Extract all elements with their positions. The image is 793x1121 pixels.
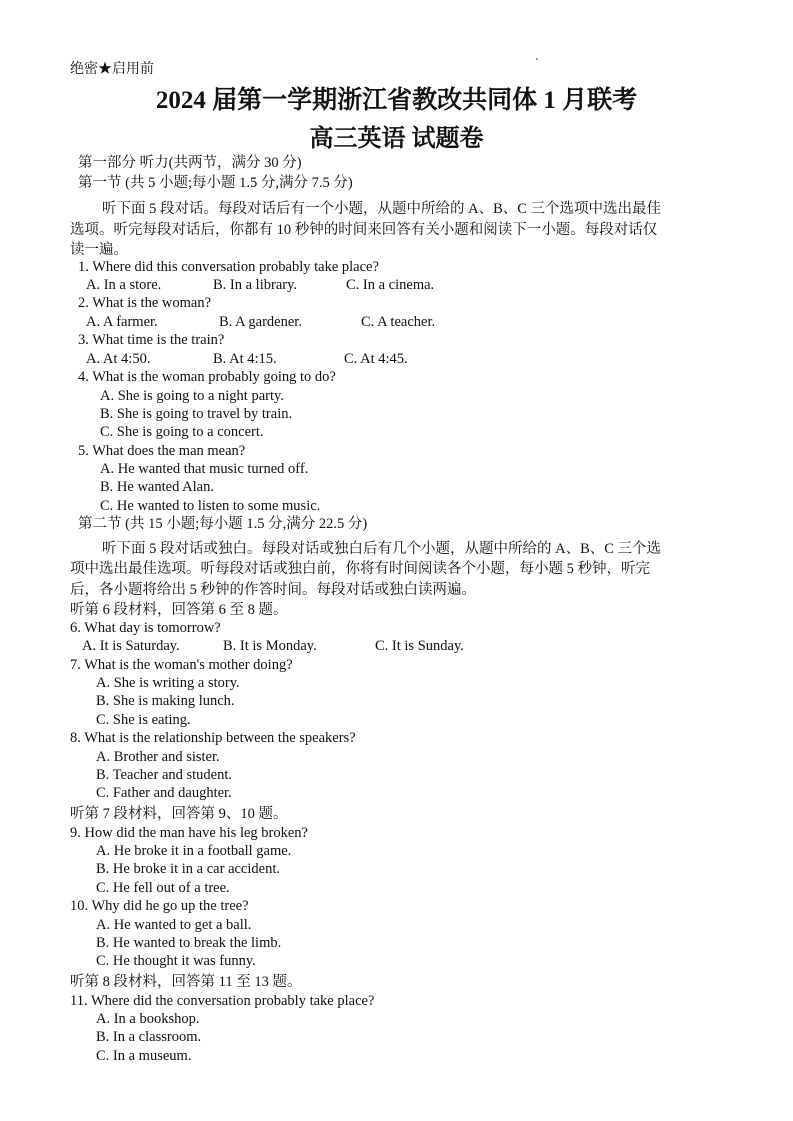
question-3-option-a: A. At 4:50.: [86, 351, 151, 367]
question-5-option-b: B. He wanted Alan.: [100, 479, 214, 495]
question-3-option-b: B. At 4:15.: [213, 351, 277, 367]
question-6-option-b: B. It is Monday.: [223, 638, 317, 654]
question-6-option-a: A. It is Saturday.: [82, 638, 180, 654]
question-8-option-c: C. Father and daughter.: [96, 785, 232, 801]
section2-instructions-line1: 听下面 5 段对话或独白。每段对话或独白后有几个小题，从题中所给的 A、B、C 三个选: [102, 541, 662, 557]
question-6-option-c: C. It is Sunday.: [375, 638, 464, 654]
question-4-option-b: B. She is going to travel by train.: [100, 406, 293, 422]
scan-speck: [536, 58, 538, 60]
question-6-stem: 6. What day is tomorrow?: [70, 620, 221, 636]
question-8-stem: 8. What is the relationship between the speakers?: [70, 730, 356, 746]
question-2-option-a: A. A farmer.: [86, 314, 158, 330]
section1-instructions-line1: 听下面 5 段对话。每段对话后有一个小题，从题中所给的 A、B、C 三个选项中选出最佳: [102, 201, 662, 217]
section1-instructions-line3: 读一遍。: [70, 242, 128, 258]
question-11-option-a: A. In a bookshop.: [96, 1011, 200, 1027]
question-7-option-c: C. She is eating.: [96, 712, 191, 728]
question-10-option-b: B. He wanted to break the limb.: [96, 935, 282, 951]
question-9-stem: 9. How did the man have his leg broken?: [70, 825, 308, 841]
question-8-option-a: A. Brother and sister.: [96, 749, 220, 765]
question-9-option-c: C. He fell out of a tree.: [96, 880, 230, 896]
confidential-label: 绝密★启用前: [70, 62, 154, 77]
question-2-option-c: C. A teacher.: [361, 314, 436, 330]
section1-instructions-line2: 选项。听完每段对话后，你都有 10 秒钟的时间来回答有关小题和阅读下一小题。每段对话仅: [70, 222, 658, 238]
question-11-option-c: C. In a museum.: [96, 1048, 192, 1064]
question-3-option-c: C. At 4:45.: [344, 351, 408, 367]
question-2-option-b: B. A gardener.: [219, 314, 302, 330]
question-1-option-b: B. In a library.: [213, 277, 298, 293]
section2-heading: 第二节 (共 15 小题;每小题 1.5 分,满分 22.5 分): [78, 516, 368, 532]
question-4-option-a: A. She is going to a night party.: [100, 388, 284, 404]
material-6-heading: 听第 6 段材料，回答第 6 至 8 题。: [70, 602, 288, 618]
part1-heading: 第一部分 听力(共两节，满分 30 分): [78, 155, 302, 171]
question-11-option-b: B. In a classroom.: [96, 1029, 202, 1045]
question-3-stem: 3. What time is the train?: [78, 332, 225, 348]
section2-instructions-line3: 后，各小题将给出 5 秒钟的作答时间。每段对话或独白读两遍。: [70, 582, 476, 598]
section2-instructions-line2: 项中选出最佳选项。听每段对话或独白前，你将有时间阅读各个小题，每小题 5 秒钟，听完: [70, 561, 650, 577]
question-10-stem: 10. Why did he go up the tree?: [70, 898, 249, 914]
question-7-option-a: A. She is writing a story.: [96, 675, 240, 691]
question-10-option-a: A. He wanted to get a ball.: [96, 917, 252, 933]
question-10-option-c: C. He thought it was funny.: [96, 953, 256, 969]
question-7-stem: 7. What is the woman's mother doing?: [70, 657, 293, 673]
question-8-option-b: B. Teacher and student.: [96, 767, 233, 783]
section1-heading: 第一节 (共 5 小题;每小题 1.5 分,满分 7.5 分): [78, 175, 353, 191]
question-9-option-a: A. He broke it in a football game.: [96, 843, 292, 859]
question-2-stem: 2. What is the woman?: [78, 295, 212, 311]
question-9-option-b: B. He broke it in a car accident.: [96, 861, 280, 877]
question-4-stem: 4. What is the woman probably going to do?: [78, 369, 336, 385]
question-5-option-c: C. He wanted to listen to some music.: [100, 498, 321, 514]
question-1-option-c: C. In a cinema.: [346, 277, 435, 293]
exam-title: 2024 届第一学期浙江省教改共同体 1 月联考: [155, 87, 638, 114]
exam-subtitle: 高三英语 试题卷: [309, 126, 484, 152]
question-1-option-a: A. In a store.: [86, 277, 162, 293]
question-5-stem: 5. What does the man mean?: [78, 443, 246, 459]
question-11-stem: 11. Where did the conversation probably take place?: [70, 993, 375, 1009]
question-4-option-c: C. She is going to a concert.: [100, 424, 264, 440]
material-8-heading: 听第 8 段材料，回答第 11 至 13 题。: [70, 974, 302, 990]
question-7-option-b: B. She is making lunch.: [96, 693, 235, 709]
material-7-heading: 听第 7 段材料，回答第 9、10 题。: [70, 806, 288, 822]
question-1-stem: 1. Where did this conversation probably take place?: [78, 259, 379, 275]
question-5-option-a: A. He wanted that music turned off.: [100, 461, 309, 477]
